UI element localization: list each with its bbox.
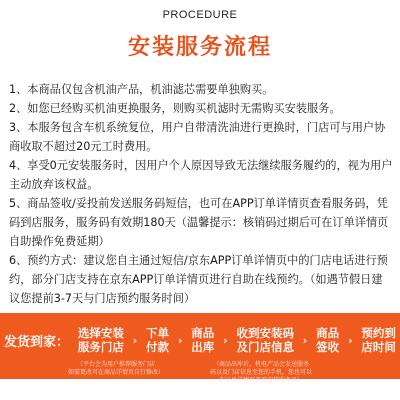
rule-item: 6、预约方式：建议您自主通过短信/京东APP订单详情页中的门店电话进行预约，部分门店支持在京东APP订单详情页进行自助在线预约。（如遇节假日建议您提前3-7天与门店预约服务时间） [9,254,388,305]
chevron-right-icon: › [132,333,138,347]
rules-list [9,80,393,308]
process-flow-banner [0,313,400,384]
flow-step-sign: 商品 签收 [316,326,340,354]
chevron-right-icon: › [177,333,183,347]
flow-step-ship: 商品 出库 [191,326,215,354]
chevron-right-icon: › [347,333,353,347]
flow-start-label: 发货到家： [4,334,70,350]
flow-note-store: （平台会为用户推荐服务门店 如需更改可在商品详情页自行修改） [67,361,164,376]
rule-item: 3、本服务包含车机系统复位，用户自带清洗油进行更换时，门店可与用户协商收取不超过20元工时费用。 [9,121,386,153]
chevron-right-icon: › [223,333,228,347]
flow-step-receive-code: 收到安装码 及门店信息 [236,326,294,354]
rule-item: 5、商品签收/妥投前发送服务码短信，也可在APP订单详情页查看服务码，凭码到店服务，服务码有效期180天（温馨提示：核销码过期后可在订单详情页自助操作免费延期） [9,197,389,248]
flow-step-book-time: 预约到 店时间 [361,326,396,354]
flow-step-order-pay: 下单 付款 [146,326,170,354]
chevron-right-icon: › [302,333,308,347]
rule-item: 1、本商品仅包含机油产品，机油滤芯需要单独购买。 [9,83,274,96]
rule-item: 4、享受0元安装服务时，因用户个人原因导致无法继续服务履约的，视为用户主动放弃该权益。 [9,159,393,191]
page-title: 安装服务流程 [127,35,272,60]
rule-item: 2、如您已经购买机油更换服务，则购买机滤时无需购买安装服务。 [9,102,341,115]
process-flow-row [4,321,396,359]
section-eyebrow: PROCEDURE [162,9,238,21]
flow-note-code: （商品出库后，机电产品会发送服务 码以及门店信息至您的手机，您也可以 在订单详情页查看安装服务码） [209,361,312,384]
flow-step-select-store: 选择安装 服务门店 [77,326,124,354]
